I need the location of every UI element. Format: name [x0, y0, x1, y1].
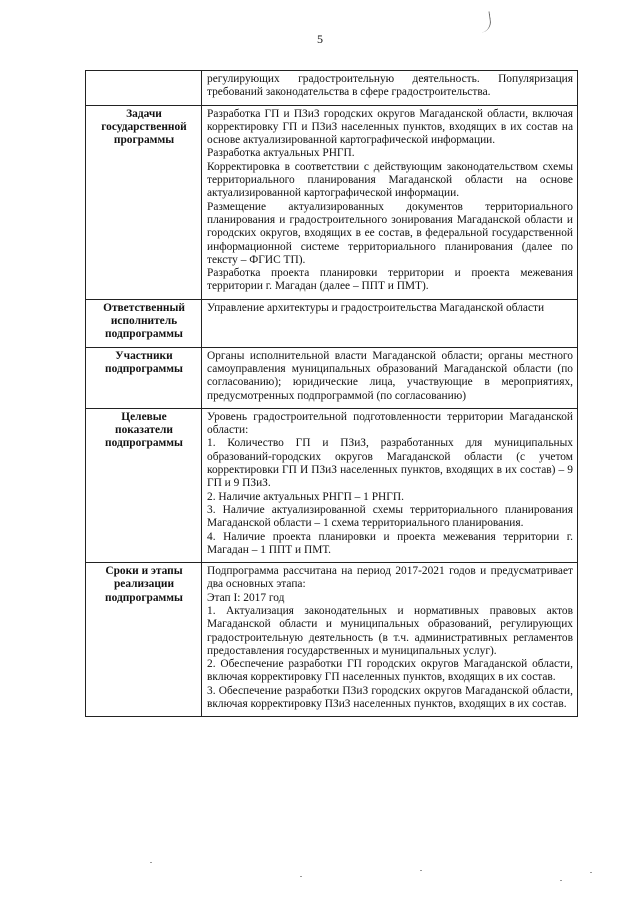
row-paragraph: Разработка актуальных РНГП. [207, 147, 355, 160]
row-paragraph: регулирующих градостроительную деятельность. Популяризация требований законодательства в сфере градостроительства. [207, 73, 573, 99]
row-paragraph: 2. Наличие актуальных РНГП – 1 РНГП. [207, 490, 404, 503]
row-paragraph: 3. Обеспечение разработки ПЗиЗ городских округов Магаданской области, включая корректировку ПЗиЗ населенных пунктов, входящих в их состав. [207, 684, 573, 711]
row-header: Задачи государственной программы [86, 105, 202, 299]
row-header: Сроки и этапы реализации подпрограммы [86, 563, 202, 717]
table-row [86, 347, 578, 408]
row-paragraph: Этап I: 2017 год [207, 591, 285, 604]
row-paragraph: 1. Количество ГП и ПЗиЗ, разработанных для муниципальных образований-городских округов Магаданской области (с учетом корректировки ГП И ПЗиЗ населенных пунктов, входящих в их состав) – 9 ГП и 9 ПЗиЗ. [207, 437, 573, 490]
row-paragraph: 1. Актуализация законодательных и нормативных правовых актов Магаданской области и муниципальных образований, регулирующих градостроительную деятельность (в т.ч. административных регламентов предоставления государственных и муниципальных услуг). [207, 604, 573, 657]
row-paragraph: Управление архитектуры и градостроительства Магаданской области [207, 301, 545, 314]
row-content [202, 71, 578, 106]
pen-mark [479, 11, 493, 32]
row-paragraph: Разработка проекта планировки территории и проекта межевания территории г. Магадан (далее – ППТ и ПМТ). [207, 267, 573, 293]
page-number: 5 [317, 32, 323, 46]
table-row [86, 299, 578, 347]
row-paragraph: 3. Наличие актуализированной схемы территориального планирования Магаданской области – 1 схема территориального планирования. [207, 503, 573, 530]
table-row [86, 71, 578, 106]
table-row [86, 408, 578, 562]
table-row [86, 105, 578, 299]
table-row [86, 563, 578, 717]
row-paragraph: Размещение актуализированных документов территориального планирования и градостроительного зонирования Магаданской области и городских округов, входящих в ее состав, в федеральной государственной информационной системе территориального планирования (далее по тексту – ФГИС ТП). [207, 200, 573, 266]
row-content [202, 347, 578, 408]
row-content [202, 408, 578, 562]
row-paragraph: Разработка ГП и ПЗиЗ городских округов Магаданской области, включая корректировку ГП и ПЗиЗ населенных пунктов, входящих в их состав на основе актуализированной картографической информации. [207, 107, 573, 147]
row-paragraph: 2. Обеспечение разработки ГП городских округов Магаданской области, включая корректировку ГП населенных пунктов, входящих в их состав. [207, 658, 573, 684]
row-header: Ответственный исполнитель подпрограммы [86, 299, 202, 347]
row-paragraph: Подпрограмма рассчитана на период 2017-2021 годов и предусматривает два основных этапа: [207, 565, 573, 591]
row-content [202, 105, 578, 299]
row-header: Участники подпрограммы [86, 347, 202, 408]
row-content [202, 299, 578, 347]
row-header: Целевые показатели подпрограммы [86, 408, 202, 562]
row-content [202, 563, 578, 717]
row-paragraph: Уровень градостроительной подготовленности территории Магаданской области: [207, 410, 573, 437]
row-paragraph: Органы исполнительной власти Магаданской области; органы местного самоуправления муниципальных образований Магаданской области (по согласованию); юридические лица, участвующие в мероприятиях, предусмотренных подпрограммой (по согласованию) [207, 349, 573, 402]
row-paragraph: Корректировка в соответствии с действующим законодательством схемы территориального планирования Магаданской области на основе актуализированной картографической информации. [207, 160, 573, 200]
row-paragraph: 4. Наличие проекта планировки и проекта межевания территории г. Магадан – 1 ППТ и ПМТ. [207, 530, 573, 556]
passport-table [85, 70, 578, 717]
row-header [86, 71, 202, 106]
